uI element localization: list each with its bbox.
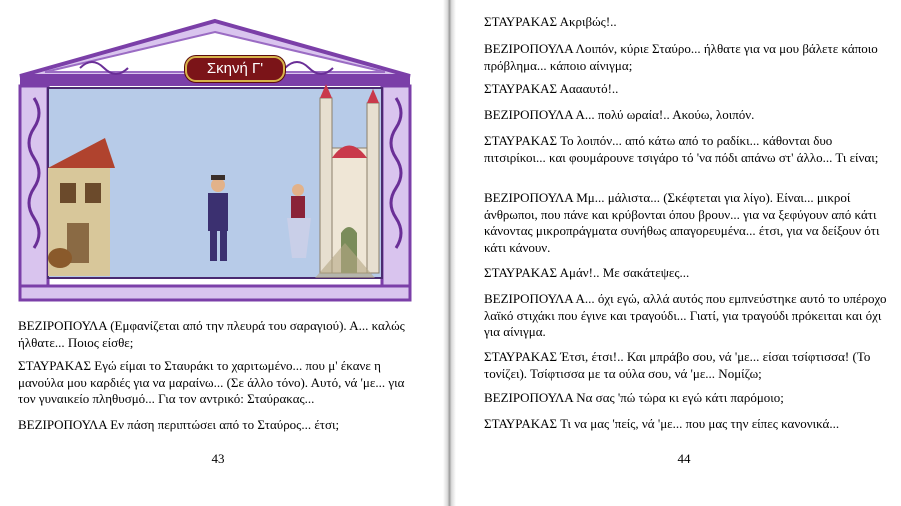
page-number: 44: [677, 451, 691, 466]
dialogue-paragraph: ΒΕΖΙΡΟΠΟΥΛΑ Μμ... μάλιστα... (Σκέφτεται για λίγο). Είναι... μικροί άνθρωποι, που πάνε και κρύβονται όπου βρουν... για να ξεφύγουν από κάτι κάνοντας μικροπράγματα συνήθως απαγορευμένα... έτσι, για να δείξουν ότι κάτι κάνουν.: [484, 190, 880, 255]
karagiozis-theater-illustration: [15, 18, 415, 304]
dialogue-paragraph: ΒΕΖΙΡΟΠΟΥΛΑ Α... όχι εγώ, αλλά αυτός που εμπνεύστηκε αυτό το υπέροχο λαϊκό στιχάκι που έγινε και τραγούδι... Γιατί, για τραγούδι πρόκειται και όχι για αίνιγμα.: [484, 291, 887, 339]
dialogue-paragraph: ΣΤΑΥΡΑΚΑΣ Τι να μας 'πείς, νά 'με... που μας την είπες κανονικά...: [484, 416, 840, 431]
stage-base: [15, 284, 415, 304]
dialogue-paragraph: ΣΤΑΥΡΑΚΑΣ Έτσι, έτσι!.. Και μπράβο σου, νά 'με... είσαι τσίφτισσα! (Το τονίζει). Τσίφτισσα με τα ούλα σου, νά 'με... Νομίζω;: [484, 349, 871, 381]
dialogue-paragraph: ΣΤΑΥΡΑΚΑΣ Εγώ είμαι το Σταυράκι το χαριτωμένο... που μ' έκανε η μανούλα μου καρδιές για να μαραίνω... (Σε άλλο τόνο). Αυτό, νά 'με... για τον γυναικείο πληθυσμό... Για τον αντρικό: Σταύρακας...: [18, 358, 405, 406]
left-page: [0, 0, 443, 506]
scene-title-badge: Σκηνή Γ': [185, 56, 285, 82]
dialogue-paragraph: ΒΕΖΙΡΟΠΟΥΛΑ Λοιπόν, κύριε Σταύρο... ήλθατε για να μου βάλετε κάποιο πρόβλημα... κάποιο αίνιγμα;: [484, 41, 878, 73]
dialogue-paragraph: ΣΤΑΥΡΑΚΑΣ Το λοιπόν... από κάτω από το ραδίκι... κάθονται δυο πιτσιρίκοι... και φουμάρουνε τσιγάρο τό 'να πόδι απάνω στ' άλλο... Τι είναι;: [484, 133, 879, 165]
dialogue-paragraph: ΒΕΖΙΡΟΠΟΥΛΑ Να σας 'πώ τώρα κι εγώ κάτι παρόμοιο;: [484, 390, 784, 405]
right-page: [456, 0, 901, 506]
dialogue-paragraph: ΒΕΖΙΡΟΠΟΥΛΑ (Εμφανίζεται από την πλευρά του σαραγιού). Α... καλώς ήλθατε... Ποιος είσθε;: [18, 318, 405, 350]
book-gutter: [443, 0, 456, 506]
dialogue-paragraph: ΒΕΖΙΡΟΠΟΥΛΑ Εν πάση περιπτώσει από το Σταύρος... έτσι;: [18, 417, 340, 432]
dialogue-paragraph: ΣΤΑΥΡΑΚΑΣ Ακριβώς!..: [484, 14, 617, 29]
dialogue-paragraph: ΣΤΑΥΡΑΚΑΣ Αμάν!.. Με σακάτεψες...: [484, 265, 690, 280]
dialogue-paragraph: ΒΕΖΙΡΟΠΟΥΛΑ Α... πολύ ωραία!.. Ακούω, λοιπόν.: [484, 107, 755, 122]
dialogue-paragraph: ΣΤΑΥΡΑΚΑΣ Ααααυτό!..: [484, 81, 619, 96]
page-number: 43: [211, 451, 225, 466]
